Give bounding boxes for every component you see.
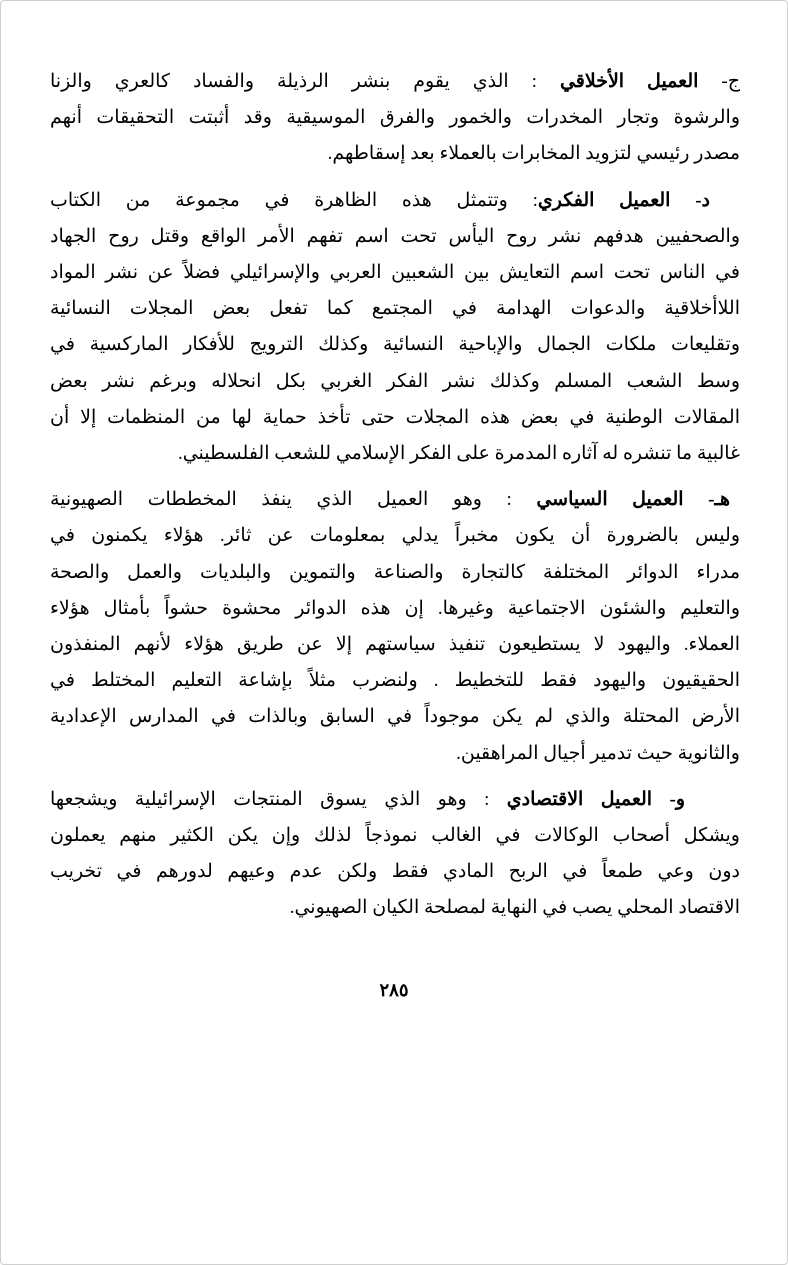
paragraph-line: في الناس تحت اسم التعايش بين الشعبين العربي والإسرائيلي فضلاً عن نشر المواد	[50, 262, 740, 284]
paragraph-line: مدراء الدوائر المختلفة كالتجارة والصناعة والتموين والبلديات والعمل والصحة	[50, 561, 740, 583]
paragraph-line: دون وعي طمعاً في الربح المادي فقط ولكن عدم وعيهم لدورهم في تخريب	[50, 861, 740, 883]
page-number: ٢٨٥	[379, 980, 409, 1000]
paragraph-line: مصدر رئيسي لتزويد المخابرات بالعملاء بعد إسقاطهم.	[327, 143, 740, 165]
paragraph-line: الأرض المحتلة والذي لم يكن موجوداً في السابق وبالذات في المدارس الإعدادية	[50, 706, 740, 728]
paragraph-economic-agent	[50, 782, 740, 927]
paragraph-title: العميل السياسي	[536, 489, 684, 511]
paragraph-marker: د-	[695, 189, 710, 211]
paragraph-line: والتعليم والشئون الاجتماعية وغيرها. إن هذه الدوائر محشوة حشواً بأمثال هؤلاء	[50, 597, 740, 619]
line-text: : وتتمثل هذه الظاهرة في مجموعة من الكتاب	[50, 189, 538, 211]
paragraph-line	[50, 782, 740, 818]
paragraph-title: العميل الأخلاقي	[559, 71, 699, 92]
paragraph-line: المقالات الوطنية في بعض هذه المجلات حتى تأخذ حماية لها من المنظمات إلا أن	[50, 406, 740, 428]
paragraph-line	[50, 183, 740, 219]
paragraph-line: وسط الشعب المسلم وكذلك نشر الفكر الغربي بكل انحلاله وبرغم نشر بعض	[50, 370, 740, 392]
document-body	[50, 64, 740, 937]
paragraph-line: الحقيقيون واليهود فقط للتخطيط . ولنضرب مثلاً بإشاعة التعليم المختلط في	[50, 670, 740, 692]
paragraph-title: العميل الاقتصادي	[506, 788, 653, 810]
line-text: : الذي يقوم بنشر الرذيلة والفساد كالعري والزنا	[50, 71, 560, 92]
paragraph-political-agent	[50, 482, 740, 772]
paragraph-moral-agent	[50, 64, 740, 173]
paragraph-line: والثانوية حيث تدمير أجيال المراهقين.	[456, 742, 740, 764]
paragraph-line: الاقتصاد المحلي يصب في النهاية لمصلحة الكيان الصهيوني.	[289, 897, 740, 919]
line-text: : وهو العميل الذي ينفذ المخططات الصهيونية	[50, 489, 537, 511]
paragraph-line: وتقليعات ملكات الجمال والإباحية النسائية وكذلك الترويج للأفكار الماركسية في	[50, 334, 740, 356]
paragraph-marker: و-	[669, 788, 686, 810]
line-text: : وهو الذي يسوق المنتجات الإسرائيلية ويشجعها	[50, 788, 507, 810]
paragraph-line: اللاأخلاقية والدعوات الهدامة في المجتمع كما تفعل بعض المجلات النسائية	[50, 298, 740, 320]
paragraph-line: العملاء. واليهود لا يستطيعون تنفيذ سياستهم إلا عن طريق هؤلاء لأنهم المنفذون	[50, 634, 740, 656]
paragraph-line: وليس بالضرورة أن يكون مخبراً يدلي بمعلومات عن ثائر. هؤلاء يكمنون في	[50, 525, 740, 547]
paragraph-line: والرشوة وتجار المخدرات والخمور والفرق الموسيقية وقد أثبتت التحقيقات أنهم	[50, 107, 740, 129]
paragraph-line: غالبية ما تنشره له آثاره المدمرة على الفكر الإسلامي للشعب الفلسطيني.	[177, 443, 740, 465]
paragraph-line	[50, 64, 740, 100]
paragraph-intellectual-agent	[50, 183, 740, 473]
paragraph-line: والصحفيين هدفهم نشر روح اليأس تحت اسم تفهم الأمر الواقع وقتل روح الجهاد	[50, 225, 740, 247]
paragraph-marker: ج-	[721, 71, 740, 92]
paragraph-marker: هـ-	[708, 489, 730, 511]
paragraph-line	[50, 482, 740, 518]
paragraph-title: العميل الفكري	[537, 189, 671, 211]
paragraph-line: ويشكل أصحاب الوكالات في الغالب نموذجاً لذلك وإن يكن الكثير منهم يعملون	[50, 825, 740, 847]
